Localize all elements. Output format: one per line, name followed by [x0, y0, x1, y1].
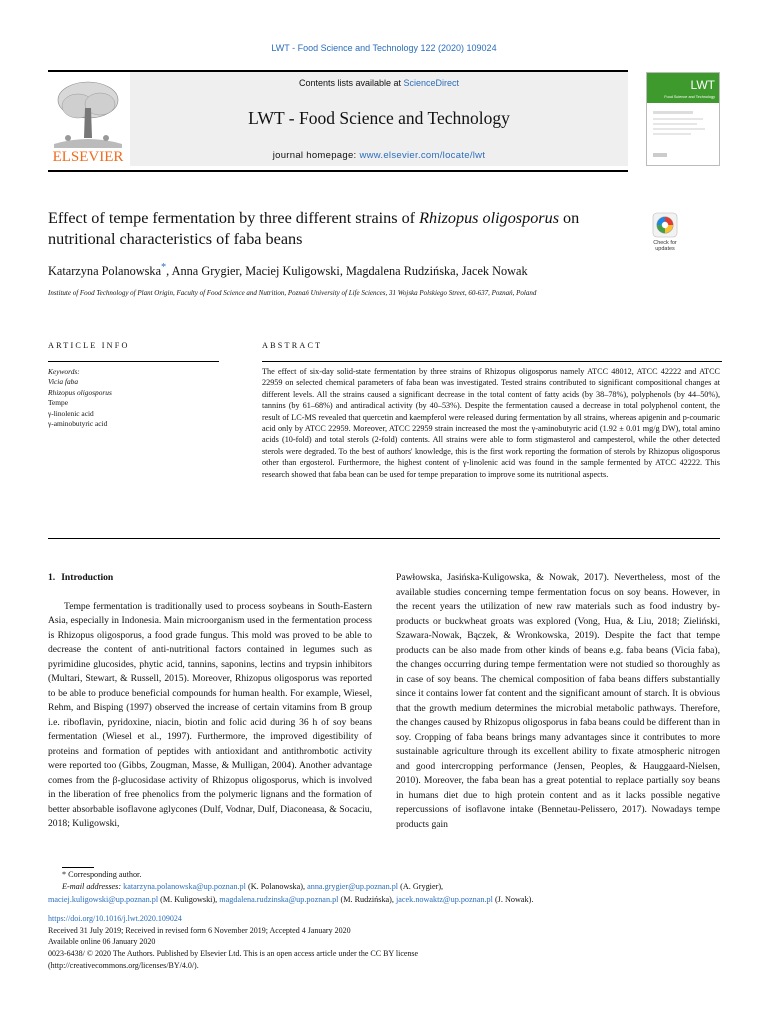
sciencedirect-link[interactable]: ScienceDirect — [403, 78, 460, 88]
email-link[interactable]: maciej.kuligowski@up.poznan.pl — [48, 894, 159, 904]
journal-cover-thumbnail[interactable] — [646, 72, 720, 166]
body-divider — [48, 538, 720, 539]
affiliation: Institute of Food Technology of Plant Origin, Faculty of Food Science and Nutrition, Poznań University of Life Sciences, 31 Wojska Polskiego Street, 60-637, Poznań, Poland — [48, 289, 537, 297]
title-part-2: on nutritional characteristics of faba beans — [48, 209, 580, 248]
abstract-heading: ABSTRACT — [262, 341, 323, 350]
journal-cover-image — [647, 73, 719, 165]
copyright-line: 0023-6438/ © 2020 The Authors. Published by Elsevier Ltd. This is an open access article under the CC BY license — [48, 949, 419, 959]
check-updates-icon — [652, 212, 678, 238]
journal-title: LWT - Food Science and Technology — [248, 108, 510, 128]
keyword-item: γ-aminobutyric acid — [48, 419, 108, 429]
keywords-label: Keywords: — [48, 367, 80, 376]
svg-text:LWT: LWT — [690, 78, 715, 92]
corresponding-author-mark[interactable]: * — [161, 262, 167, 273]
abstract-text: The effect of six-day solid-state fermentation by three strains of Rhizopus oligosporus namely ATCC 48012, ATCC 42222 and ATCC 22959 on selected chemical parameters of faba bean was investigated. Tested strains contributed to significant compositional changes at different levels. All the strains caused a significant decrease in the total content of fatty acids (by 38–78%), polyphenols (by 44–50%), tannins (by 61–68%) and antiradical activity (by 40–53%). Despite the fermentation caused a decrease in total polyphenol content, the result of LC-MS revealed that quercetin and kaempferol were released during fermentation by all strains, whereas apigenin and p-coumaric acid only by ATCC 22959. Moreover, ATCC 22959 strain increased the most the γ-aminobutyric acid (1.92 ± 0.01 mg/g DW), total amino acids (10-fold) and total sterols (2-fold) contents. All strains were able to form stigmasterol and campesterol, while the other detected sterols were degraded. To the best of authors' knowledge, this is the first work reporting the formation of sterols by Rhizopus oligosporus other than ergosterol. Furthermore, the highest content of γ-linolenic acid was found in the sample fermented by ATCC 42222. This research showed that faba bean can be used for tempe preparation to improve some its nutritional aspects. — [262, 367, 720, 479]
check-for-updates-badge[interactable] — [648, 212, 682, 252]
section-heading-introduction — [48, 571, 372, 586]
publication-info — [48, 913, 720, 972]
keyword-item: Tempe — [48, 398, 69, 408]
received-dates: Received 31 July 2019; Received in revised form 6 November 2019; Accepted 4 January 2020 — [48, 925, 351, 935]
title-species: Rhizopus oligosporus — [419, 209, 559, 227]
email-label: E-mail addresses: — [62, 882, 122, 892]
abstract-divider — [262, 361, 722, 362]
corresponding-author-note: * Corresponding author. — [62, 870, 142, 879]
author-rest: , Anna Grygier, Maciej Kuligowski, Magdalena Rudzińska, Jacek Nowak — [166, 264, 528, 279]
keyword-item: Rhizopus oligosporus — [48, 387, 112, 397]
article-info-divider — [48, 361, 219, 362]
article-info-heading: ARTICLE INFO — [48, 341, 130, 350]
elsevier-logo[interactable] — [48, 78, 128, 164]
email-link[interactable]: katarzyna.polanowska@up.poznan.pl — [123, 882, 246, 892]
email-owner: (J. Nowak). — [492, 894, 534, 904]
footnotes — [48, 869, 720, 906]
svg-text:Food Science and Technology: Food Science and Technology — [664, 95, 715, 99]
contents-prefix: Contents lists available at — [298, 78, 404, 88]
keywords-block — [48, 367, 238, 429]
body-column-left — [48, 571, 372, 832]
footnote-divider — [62, 867, 94, 868]
email-owner: (M. Rudzińska), — [338, 894, 396, 904]
running-head[interactable]: LWT - Food Science and Technology 122 (2020) 109024 — [271, 43, 497, 53]
title-part-1: Effect of tempe fermentation by three different strains of — [48, 209, 420, 227]
email-link[interactable]: jacek.nowaktz@up.poznan.pl — [396, 894, 493, 904]
journal-homepage-link[interactable]: www.elsevier.com/locate/lwt — [359, 150, 486, 161]
email-link[interactable]: magdalena.rudzinska@up.poznan.pl — [219, 894, 339, 904]
email-link[interactable]: anna.grygier@up.poznan.pl — [307, 882, 399, 892]
contents-line — [130, 78, 628, 88]
license-line[interactable]: (http://creativecommons.org/licenses/BY/4.0/). — [48, 960, 199, 970]
available-online: Available online 06 January 2020 — [48, 937, 156, 947]
author-first: Katarzyna Polanowska — [48, 264, 162, 279]
email-owner: (A. Grygier), — [398, 882, 444, 892]
intro-paragraph-1: Tempe fermentation is traditionally used to process soybeans in South-Eastern Asia, especially in Indonesia. Main microorganism used in the fermentation process is Rhizopus oligosporus, a food grade fungus. This mold was proved to be able to decrease the content of anti-nutritional factors contained in legumes such as pyrimidine glucosides, phytic acid, tannins, saponins, lectins and trypsin inhibitors (Multari, Stewart, & Russell, 2015). Moreover, Rhizopus oligosporus was reported to be able to produce beneficial compounds for human health. For example, Wiesel, Rehm, and Bisping (1997) observed the increase of certain vitamins from B group i.e. riboflavin, pyridoxine, niacin, biotin and folic acid during 36 h of soy beans fermentation (Wiesel et al., 1997). Furthermore, the improved digestibility of proteins and formation of peptides with antioxidant and antithrombotic activity were reported too (Gibbs, Zougman, Masse, & Mulligan, 2004). Another advantage comes from the β-glucosidase activity of Rhizopus oligosporus, which is involved in the liberation of free phenolics from the polymeric lignans and the formation of better absorbable isoflavone aglycones (Dulf, Vodnar, Dulf, Diaconeasa, & Socaciu, 2018; Kuligowski, — [48, 600, 372, 829]
body-column-right — [396, 571, 720, 832]
elsevier-tree-icon — [48, 78, 128, 164]
email-line-1 — [48, 881, 720, 893]
section-title: Introduction — [61, 572, 114, 583]
homepage-prefix: journal homepage: — [272, 150, 360, 161]
article-title — [48, 208, 618, 250]
doi-link[interactable]: https://doi.org/10.1016/j.lwt.2020.109024 — [48, 914, 182, 923]
email-owner: (M. Kuligowski), — [158, 894, 220, 904]
keyword-item: γ-linolenic acid — [48, 408, 94, 418]
check-updates-label: Check for updates — [653, 240, 677, 252]
email-line-2 — [48, 894, 720, 906]
email-owner: (K. Polanowska), — [245, 882, 308, 892]
keyword-item: Vicia faba — [48, 377, 79, 387]
intro-paragraph-2: Pawłowska, Jasińska-Kuligowska, & Nowak, 2017). Nevertheless, most of the available studies concerning tempe fermentation focus on soy beans. However, in the recent years the utilization of new raw materials such as food industry by-products or buckwheat groats was explored (Vong, Hua, & Liu, 2018; Zieliński, Szawara-Nowak, Bączek, & Wronkowska, 2019). Despite the fact that tempe products can be also made from other kinds of beans e.g. faba beans (Vicia faba), the changes occurring during tempe fermentation were not studied so thoroughly as in case of soy beans. The chemical composition of faba beans differs substantially since it contains lower fat content and the significant amount of starch. It is obvious that the growth medium determines the microbial metabolic pathways. Therefore, the changes caused by Rhizopus oligosporus in faba beans could be different than in soy. Cropping of faba beans brings many advantages since it contributes to more sustainable agriculture through its excellent ability to fixate atmospheric nitrogen and good intercropping performance (Jensen, Peoples, & Hauggaard-Nielsen, 2010). Moreover, the faba bean has a great potential to replace partially soy beans in humans diet due to high protein content and as it lacks possible negative repercussions of isoflavone intake (Bennetau-Pelissero, 2017). Nowadays tempe products gain — [396, 572, 720, 830]
journal-homepage-line — [130, 150, 628, 161]
section-number: 1. — [48, 572, 56, 583]
svg-text:ELSEVIER: ELSEVIER — [52, 149, 124, 164]
author-list — [48, 262, 708, 279]
